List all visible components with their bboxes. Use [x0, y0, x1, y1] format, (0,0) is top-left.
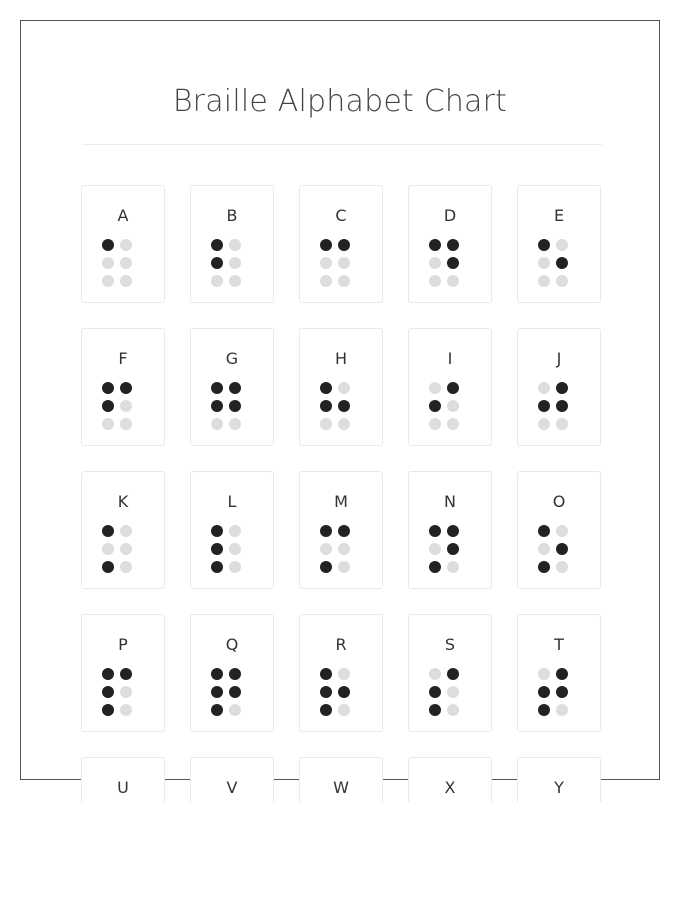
raised-dot	[556, 257, 568, 269]
flat-dot	[320, 257, 332, 269]
raised-dot	[211, 525, 223, 537]
flat-dot	[338, 704, 350, 716]
braille-letter: W	[333, 778, 349, 797]
flat-dot	[538, 382, 550, 394]
raised-dot	[320, 400, 332, 412]
flat-dot	[447, 561, 459, 573]
braille-cell-n	[408, 471, 492, 589]
flat-dot	[120, 561, 132, 573]
raised-dot	[556, 686, 568, 698]
braille-letter: A	[117, 206, 129, 225]
braille-cell-y	[517, 757, 601, 802]
flat-dot	[338, 275, 350, 287]
flat-dot	[429, 668, 441, 680]
braille-cell-q	[190, 614, 274, 732]
page-title: Braille Alphabet Chart	[172, 84, 508, 119]
raised-dot	[447, 239, 459, 251]
braille-letter: O	[552, 492, 566, 511]
raised-dot	[102, 668, 114, 680]
raised-dot	[447, 668, 459, 680]
flat-dot	[320, 418, 332, 430]
flat-dot	[538, 543, 550, 555]
braille-cell-u	[81, 757, 165, 802]
flat-dot	[338, 543, 350, 555]
raised-dot	[538, 400, 550, 412]
raised-dot	[320, 668, 332, 680]
flat-dot	[320, 543, 332, 555]
flat-dot	[120, 418, 132, 430]
raised-dot	[320, 704, 332, 716]
raised-dot	[211, 257, 223, 269]
raised-dot	[229, 686, 241, 698]
braille-cell-s	[408, 614, 492, 732]
flat-dot	[229, 239, 241, 251]
flat-dot	[338, 418, 350, 430]
raised-dot	[429, 400, 441, 412]
raised-dot	[538, 525, 550, 537]
flat-dot	[229, 543, 241, 555]
flat-dot	[556, 704, 568, 716]
flat-dot	[120, 543, 132, 555]
raised-dot	[320, 382, 332, 394]
braille-letter: R	[335, 635, 347, 654]
flat-dot	[538, 257, 550, 269]
braille-cell-i	[408, 328, 492, 446]
flat-dot	[429, 275, 441, 287]
flat-dot	[429, 418, 441, 430]
raised-dot	[338, 400, 350, 412]
flat-dot	[447, 704, 459, 716]
flat-dot	[120, 239, 132, 251]
raised-dot	[229, 382, 241, 394]
flat-dot	[338, 382, 350, 394]
braille-letter: V	[226, 778, 238, 797]
flat-dot	[211, 418, 223, 430]
raised-dot	[556, 543, 568, 555]
braille-letter: J	[556, 349, 562, 368]
raised-dot	[211, 686, 223, 698]
raised-dot	[447, 257, 459, 269]
raised-dot	[120, 382, 132, 394]
raised-dot	[211, 239, 223, 251]
braille-cell-e	[517, 185, 601, 303]
raised-dot	[429, 704, 441, 716]
flat-dot	[120, 257, 132, 269]
flat-dot	[102, 275, 114, 287]
braille-cell-r	[299, 614, 383, 732]
braille-cell-d	[408, 185, 492, 303]
braille-letter: I	[447, 349, 453, 368]
raised-dot	[211, 561, 223, 573]
raised-dot	[211, 382, 223, 394]
braille-cell-l	[190, 471, 274, 589]
braille-letter: K	[117, 492, 129, 511]
braille-cell-w	[299, 757, 383, 802]
braille-letter: T	[554, 635, 564, 654]
flat-dot	[102, 543, 114, 555]
braille-letter: E	[553, 206, 565, 225]
raised-dot	[556, 668, 568, 680]
raised-dot	[102, 382, 114, 394]
braille-letter: Y	[554, 778, 564, 797]
raised-dot	[429, 239, 441, 251]
raised-dot	[447, 382, 459, 394]
flat-dot	[447, 686, 459, 698]
raised-dot	[338, 525, 350, 537]
flat-dot	[211, 275, 223, 287]
flat-dot	[447, 418, 459, 430]
flat-dot	[120, 525, 132, 537]
flat-dot	[556, 275, 568, 287]
raised-dot	[320, 239, 332, 251]
braille-cell-f	[81, 328, 165, 446]
raised-dot	[556, 400, 568, 412]
raised-dot	[102, 686, 114, 698]
braille-cell-v	[190, 757, 274, 802]
braille-cell-c	[299, 185, 383, 303]
braille-letter: C	[335, 206, 347, 225]
braille-letter: L	[227, 492, 237, 511]
braille-letter: D	[443, 206, 457, 225]
raised-dot	[211, 668, 223, 680]
braille-letter: G	[225, 349, 239, 368]
flat-dot	[229, 275, 241, 287]
flat-dot	[102, 257, 114, 269]
braille-letter: X	[444, 778, 456, 797]
flat-dot	[538, 668, 550, 680]
flat-dot	[556, 239, 568, 251]
braille-cell-g	[190, 328, 274, 446]
raised-dot	[211, 543, 223, 555]
flat-dot	[320, 275, 332, 287]
flat-dot	[538, 418, 550, 430]
braille-letter: N	[444, 492, 456, 511]
raised-dot	[429, 561, 441, 573]
raised-dot	[102, 400, 114, 412]
braille-cell-x	[408, 757, 492, 802]
raised-dot	[102, 561, 114, 573]
braille-letter: F	[118, 349, 128, 368]
braille-letter: M	[334, 492, 348, 511]
flat-dot	[229, 418, 241, 430]
raised-dot	[102, 704, 114, 716]
flat-dot	[102, 418, 114, 430]
flat-dot	[429, 257, 441, 269]
raised-dot	[538, 239, 550, 251]
flat-dot	[229, 704, 241, 716]
braille-letter: Q	[225, 635, 239, 654]
raised-dot	[211, 400, 223, 412]
braille-cell-k	[81, 471, 165, 589]
raised-dot	[429, 525, 441, 537]
braille-cell-b	[190, 185, 274, 303]
raised-dot	[538, 704, 550, 716]
raised-dot	[102, 525, 114, 537]
braille-cell-m	[299, 471, 383, 589]
raised-dot	[211, 704, 223, 716]
raised-dot	[447, 525, 459, 537]
raised-dot	[338, 239, 350, 251]
braille-cell-t	[517, 614, 601, 732]
raised-dot	[229, 400, 241, 412]
flat-dot	[338, 257, 350, 269]
flat-dot	[556, 418, 568, 430]
raised-dot	[320, 525, 332, 537]
raised-dot	[102, 239, 114, 251]
flat-dot	[556, 525, 568, 537]
flat-dot	[229, 257, 241, 269]
raised-dot	[120, 668, 132, 680]
flat-dot	[429, 543, 441, 555]
braille-cell-a	[81, 185, 165, 303]
raised-dot	[447, 543, 459, 555]
flat-dot	[447, 400, 459, 412]
flat-dot	[120, 704, 132, 716]
flat-dot	[120, 400, 132, 412]
raised-dot	[429, 686, 441, 698]
flat-dot	[338, 668, 350, 680]
braille-cell-h	[299, 328, 383, 446]
flat-dot	[538, 275, 550, 287]
braille-cell-p	[81, 614, 165, 732]
raised-dot	[320, 561, 332, 573]
braille-cell-o	[517, 471, 601, 589]
raised-dot	[338, 686, 350, 698]
flat-dot	[120, 275, 132, 287]
braille-cell-j	[517, 328, 601, 446]
braille-letter: P	[118, 635, 128, 654]
flat-dot	[338, 561, 350, 573]
braille-letter: U	[117, 778, 129, 797]
flat-dot	[429, 382, 441, 394]
raised-dot	[538, 686, 550, 698]
raised-dot	[538, 561, 550, 573]
flat-dot	[120, 686, 132, 698]
flat-dot	[229, 561, 241, 573]
braille-letter: H	[334, 349, 348, 368]
raised-dot	[229, 668, 241, 680]
flat-dot	[229, 525, 241, 537]
raised-dot	[320, 686, 332, 698]
braille-letter: B	[226, 206, 238, 225]
braille-letter: S	[444, 635, 456, 654]
flat-dot	[556, 561, 568, 573]
raised-dot	[556, 382, 568, 394]
flat-dot	[447, 275, 459, 287]
